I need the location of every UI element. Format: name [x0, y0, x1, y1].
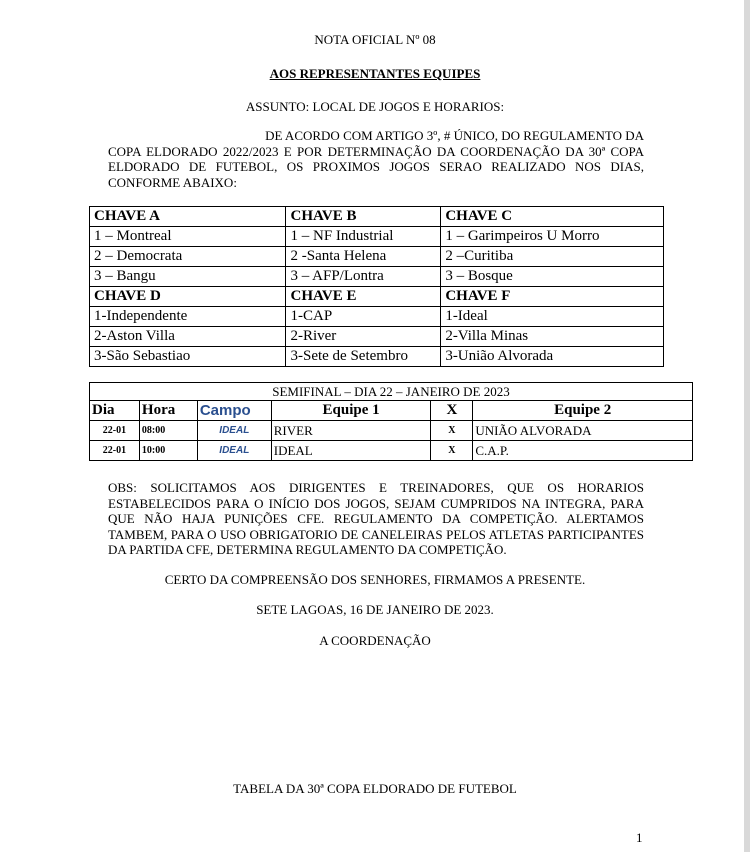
groups-row — [90, 347, 664, 367]
semifinal-title-row — [90, 383, 693, 401]
column-header-equipe-1: Equipe 1 — [271, 401, 431, 421]
match-team-1: RIVER — [271, 421, 431, 441]
semifinal-header-row — [90, 401, 693, 421]
match-date: 22-01 — [90, 441, 140, 461]
team-cell: 2 –Curitiba — [441, 247, 664, 267]
obs-paragraph: OBS: SOLICITAMOS AOS DIRIGENTES E TREINADORES, QUE OS HORARIOS ESTABELECIDOS PARA O INÍCIO DOS JOGOS, SEJAM CUMPRIDOS NA INTEGRA, PARA QUE NÃO HAJA PUNIÇÕES CFE. REGULAMENTO DA COMPETIÇÃO. ALERTAMOS TAMBEM, PARA O USO OBRIGATORIO DE CANELEIRAS PELOS ATLETAS PARTICIPANTES DA PARTIDA CFE, DETERMINA REGULAMENTO DA COMPETIÇÃO. — [108, 480, 644, 557]
match-field: IDEAL — [197, 441, 271, 461]
team-cell: 3-São Sebastiao — [90, 347, 286, 367]
team-cell: 1 – NF Industrial — [286, 227, 441, 247]
intro-body: COPA ELDORADO 2022/2023 E POR DETERMINAÇÃO DA COORDENAÇÃO DA 30ª COPA ELDORADO DE FUTEBOL, OS PROXIMOS JOGOS SERAO REALIZADO NOS DIAS, CONFORME ABAIXO: — [108, 143, 644, 190]
team-cell: 1 – Garimpeiros U Morro — [441, 227, 664, 247]
groups-header-row — [90, 207, 664, 227]
group-heading: CHAVE F — [441, 287, 664, 307]
match-versus: X — [431, 421, 473, 441]
team-cell: 2 – Democrata — [90, 247, 286, 267]
match-field: IDEAL — [197, 421, 271, 441]
match-time: 08:00 — [139, 421, 197, 441]
group-heading: CHAVE A — [90, 207, 286, 227]
column-header-x: X — [431, 401, 473, 421]
groups-row — [90, 307, 664, 327]
match-versus: X — [431, 441, 473, 461]
groups-header-row — [90, 287, 664, 307]
group-heading: CHAVE C — [441, 207, 664, 227]
groups-row — [90, 267, 664, 287]
team-cell: 1-CAP — [286, 307, 441, 327]
team-cell: 1 – Montreal — [90, 227, 286, 247]
group-heading: CHAVE E — [286, 287, 441, 307]
team-cell: 2-River — [286, 327, 441, 347]
page-number: 1 — [636, 830, 643, 845]
place-date: SETE LAGOAS, 16 DE JANEIRO DE 2023. — [256, 602, 494, 617]
signature: A COORDENAÇÃO — [319, 633, 431, 648]
column-header-equipe-2: Equipe 2 — [473, 401, 693, 421]
team-cell: 1-Independente — [90, 307, 286, 327]
team-cell: 3 – AFP/Lontra — [286, 267, 441, 287]
match-time: 10:00 — [139, 441, 197, 461]
groups-row — [90, 247, 664, 267]
match-team-2: C.A.P. — [473, 441, 693, 461]
closing-line: CERTO DA COMPREENSÃO DOS SENHORES, FIRMAMOS A PRESENTE. — [164, 572, 586, 587]
match-row — [90, 421, 693, 441]
semifinal-title: SEMIFINAL – DIA 22 – JANEIRO DE 2023 — [90, 383, 693, 401]
column-header-dia: Dia — [90, 401, 140, 421]
document-title: NOTA OFICIAL Nº 08 — [314, 32, 436, 47]
match-team-2: UNIÃO ALVORADA — [473, 421, 693, 441]
match-date: 22-01 — [90, 421, 140, 441]
match-row — [90, 441, 693, 461]
subject-line: ASSUNTO: LOCAL DE JOGOS E HORARIOS: — [245, 99, 505, 114]
column-header-campo: Campo — [197, 401, 271, 421]
team-cell: 3 – Bangu — [90, 267, 286, 287]
team-cell: 2 -Santa Helena — [286, 247, 441, 267]
team-cell: 3-União Alvorada — [441, 347, 664, 367]
team-cell: 3 – Bosque — [441, 267, 664, 287]
match-team-1: IDEAL — [271, 441, 431, 461]
page-edge — [744, 0, 750, 852]
groups-row — [90, 327, 664, 347]
team-cell: 2-Aston Villa — [90, 327, 286, 347]
team-cell: 3-Sete de Setembro — [286, 347, 441, 367]
intro-first-line: DE ACORDO COM ARTIGO 3º, # ÚNICO, DO REGULAMENTO DA — [265, 128, 644, 143]
team-cell: 2-Villa Minas — [441, 327, 664, 347]
group-heading: CHAVE D — [90, 287, 286, 307]
groups-table — [89, 206, 664, 367]
groups-row — [90, 227, 664, 247]
column-header-hora: Hora — [139, 401, 197, 421]
recipients-heading: AOS REPRESENTANTES EQUIPES — [269, 66, 481, 81]
team-cell: 1-Ideal — [441, 307, 664, 327]
semifinal-table — [89, 382, 693, 461]
intro-paragraph — [108, 128, 644, 190]
group-heading: CHAVE B — [286, 207, 441, 227]
footer-title: TABELA DA 30ª COPA ELDORADO DE FUTEBOL — [233, 781, 517, 796]
